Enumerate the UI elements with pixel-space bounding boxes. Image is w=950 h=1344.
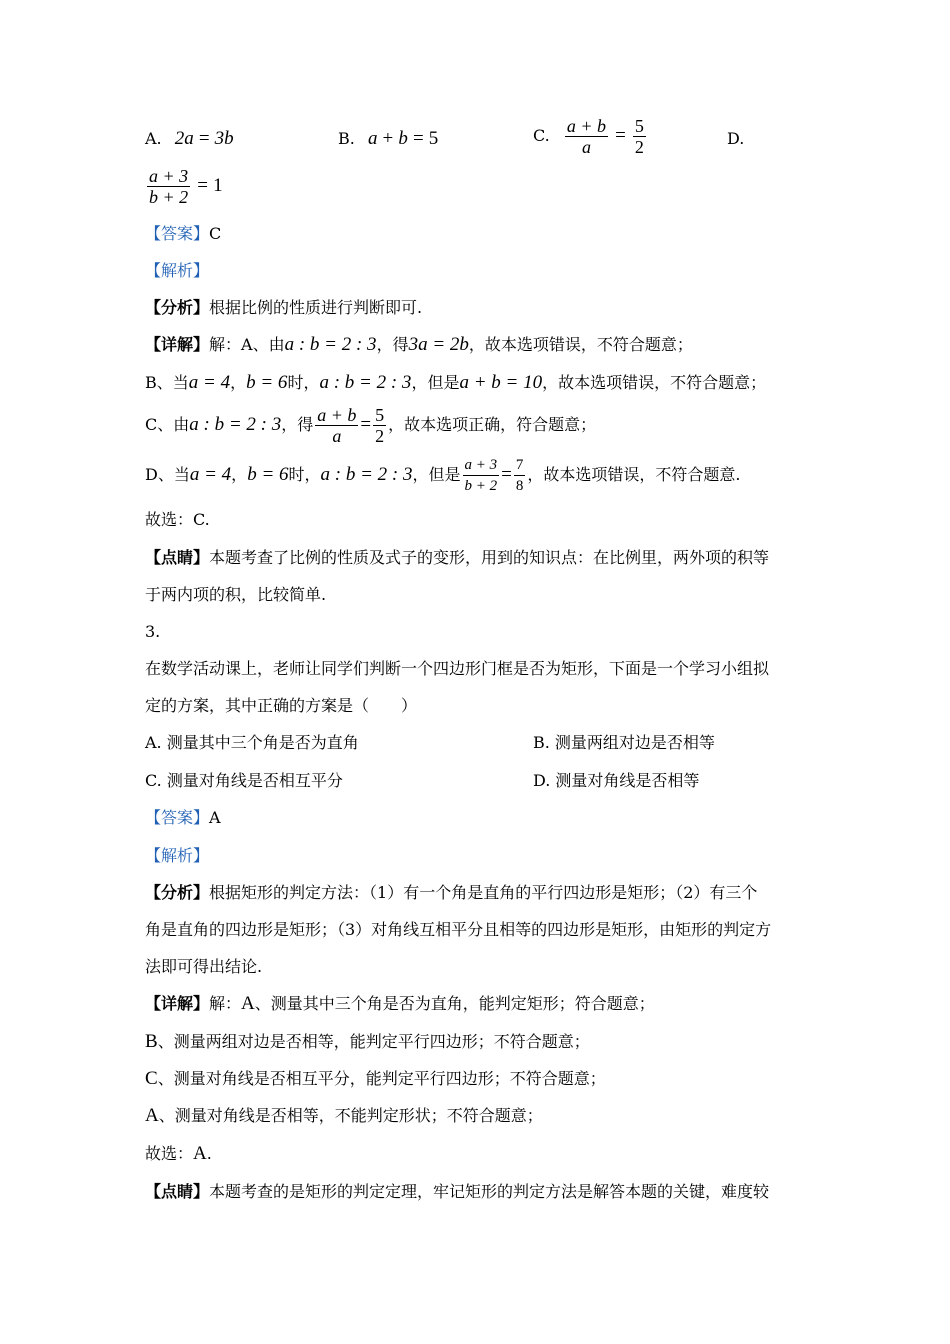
choose-line bbox=[145, 509, 210, 531]
text: 故选：C. bbox=[145, 510, 210, 529]
text: 根据矩形的判定方法：（1）有一个角是直角的平行四边形是矩形；（2）有三个 bbox=[209, 883, 758, 902]
text: D、当 bbox=[145, 465, 190, 484]
analysis-tag: 【解析】 bbox=[145, 846, 210, 865]
text: 法即可得出结论. bbox=[145, 957, 263, 976]
option-label: D. bbox=[727, 129, 745, 148]
detail-line-2 bbox=[145, 1031, 590, 1053]
detail-line-4 bbox=[145, 455, 740, 496]
answer-line bbox=[145, 807, 221, 829]
math: A bbox=[241, 993, 255, 1014]
math: = bbox=[501, 464, 512, 485]
text: A. 测量其中三个角是否为直角 bbox=[145, 733, 359, 752]
text: 角是直角的四边形是矩形；（3）对角线互相平分且相等的四边形是矩形，由矩形的判定方 bbox=[145, 920, 772, 939]
text: 、测量两组对边是否相等，能判定平行四边形；不符合题意； bbox=[157, 1032, 590, 1051]
option-label: B. bbox=[338, 129, 355, 148]
text: 解： bbox=[209, 994, 242, 1013]
text: ，故本选项正确，符合题意； bbox=[388, 415, 597, 434]
text: 、测量其中三个角是否为直角，能判定矩形；符合题意； bbox=[254, 994, 655, 1013]
text: D. 测量对角线是否相等 bbox=[533, 771, 700, 790]
text: 时， bbox=[288, 465, 321, 484]
note-line-1 bbox=[145, 547, 769, 569]
math: a = 4 bbox=[188, 372, 231, 393]
math: A bbox=[145, 1105, 159, 1126]
fraction: $\frac{5}{2}$ bbox=[634, 116, 644, 157]
fenxi-line-2 bbox=[145, 919, 771, 941]
math: a : b = 2 : 3 bbox=[319, 372, 412, 393]
text: B. 测量两组对边是否相等 bbox=[533, 733, 715, 752]
option-d-label bbox=[727, 128, 744, 150]
math: b = 6 bbox=[246, 372, 288, 393]
text: ，但是 bbox=[412, 465, 461, 484]
detail-line-4 bbox=[145, 1105, 543, 1127]
fenxi-line-1 bbox=[145, 882, 757, 904]
math: 1 bbox=[213, 175, 223, 196]
option-c bbox=[533, 116, 648, 157]
math: b bbox=[398, 128, 408, 149]
text: ， bbox=[230, 373, 247, 392]
option-d bbox=[145, 166, 223, 207]
text: ， bbox=[231, 465, 248, 484]
math: 3a = 2b bbox=[408, 334, 469, 355]
question-number bbox=[145, 621, 160, 643]
fraction: $\frac{a + 3}{b + 2}$ bbox=[464, 457, 498, 494]
text: B、当 bbox=[145, 373, 189, 392]
text: ，故本选项错误，不符合题意； bbox=[542, 373, 767, 392]
text: ，得 bbox=[376, 335, 409, 354]
question-stem-2 bbox=[145, 695, 417, 717]
answer-value: A bbox=[209, 808, 221, 827]
fenxi-line bbox=[145, 297, 422, 319]
text: 本题考查的是矩形的判定定理，牢记矩形的判定方法是解答本题的关键，难度较 bbox=[209, 1182, 770, 1201]
answer-line bbox=[145, 223, 221, 245]
math: a + b = 10 bbox=[459, 372, 543, 393]
math: a : b = 2 : 3 bbox=[189, 414, 282, 435]
option-c bbox=[145, 770, 343, 792]
fraction: $\frac{a + 3}{b + 2}$ bbox=[149, 166, 189, 207]
detail-line-1 bbox=[145, 334, 693, 356]
math: 5 bbox=[428, 128, 439, 149]
detail-line-3 bbox=[145, 405, 596, 446]
fenxi-tag: 【分析】 bbox=[145, 298, 210, 317]
text: 时， bbox=[287, 373, 320, 392]
math: = bbox=[615, 125, 626, 146]
option-a bbox=[145, 732, 359, 754]
fenxi-tag: 【分析】 bbox=[145, 883, 210, 902]
detail-line-2 bbox=[145, 372, 766, 394]
text: ，得 bbox=[281, 415, 314, 434]
detail-line-1 bbox=[145, 993, 655, 1015]
text: 本题考查了比例的性质及式子的变形，用到的知识点：在比例里，两外项的积等 bbox=[209, 548, 770, 567]
detail-tag: 【详解】 bbox=[145, 994, 210, 1013]
option-a bbox=[145, 128, 234, 150]
option-label: A. bbox=[145, 129, 162, 148]
text: 于两内项的积，比较简单. bbox=[145, 585, 327, 604]
note-tag: 【点睛】 bbox=[145, 1182, 210, 1201]
math: + bbox=[382, 128, 394, 149]
fraction: $\frac{a + b}{a}$ bbox=[317, 405, 357, 446]
math: = bbox=[412, 128, 424, 149]
text: 定的方案，其中正确的方案是（ ） bbox=[145, 696, 418, 715]
text: 、测量对角线是否相互平分，能判定平行四边形；不符合题意； bbox=[157, 1069, 606, 1088]
text: 故选： bbox=[145, 1144, 194, 1163]
text: . bbox=[206, 1144, 212, 1163]
math: b = 6 bbox=[247, 464, 289, 485]
text: ，故本选项错误，不符合题意. bbox=[527, 465, 741, 484]
math: = bbox=[198, 128, 210, 149]
note-tag: 【点睛】 bbox=[145, 548, 210, 567]
math: A bbox=[193, 1143, 207, 1164]
math: B bbox=[145, 1031, 158, 1052]
text: ，故本选项错误，不符合题意； bbox=[468, 335, 693, 354]
analysis-heading bbox=[145, 260, 209, 282]
choose-line bbox=[145, 1143, 212, 1165]
analysis-heading bbox=[145, 845, 209, 867]
detail-line-3 bbox=[145, 1068, 606, 1090]
math: a : b = 2 : 3 bbox=[284, 334, 377, 355]
text: C、由 bbox=[145, 415, 190, 434]
math: 3b bbox=[214, 128, 234, 149]
math: = bbox=[197, 175, 208, 196]
answer-value: C bbox=[209, 224, 222, 243]
answer-tag: 【答案】 bbox=[145, 808, 210, 827]
math: a : b = 2 : 3 bbox=[320, 464, 413, 485]
fraction: $\frac{7}{8}$ bbox=[515, 457, 524, 494]
math: 2a bbox=[174, 128, 194, 149]
note-line-2 bbox=[145, 584, 326, 606]
math: C bbox=[145, 1068, 158, 1089]
text: 在数学活动课上，老师让同学们判断一个四边形门框是否为矩形，下面是一个学习小组拟 bbox=[145, 659, 770, 678]
option-b bbox=[533, 732, 715, 754]
text: 3. bbox=[145, 622, 161, 641]
option-label: C. bbox=[533, 126, 550, 145]
option-d bbox=[533, 770, 699, 792]
option-b bbox=[338, 128, 438, 150]
note-line-1 bbox=[145, 1181, 769, 1203]
math: a bbox=[367, 128, 378, 149]
answer-tag: 【答案】 bbox=[145, 224, 210, 243]
fenxi-text: 根据比例的性质进行判断即可. bbox=[209, 298, 423, 317]
analysis-tag: 【解析】 bbox=[145, 261, 210, 280]
fenxi-line-3 bbox=[145, 956, 262, 978]
fraction: $\frac{5}{2}$ bbox=[375, 405, 385, 446]
detail-tag: 【详解】 bbox=[145, 335, 210, 354]
math: = bbox=[360, 414, 372, 435]
text: C. 测量对角线是否相互平分 bbox=[145, 771, 343, 790]
math: a = 4 bbox=[189, 464, 232, 485]
fraction: $\frac{a + b}{a}$ bbox=[566, 116, 607, 157]
text: 、测量对角线是否相等，不能判定形状；不符合题意； bbox=[158, 1106, 543, 1125]
text: 解：A、由 bbox=[209, 335, 285, 354]
text: ，但是 bbox=[411, 373, 460, 392]
question-stem-1 bbox=[145, 658, 769, 680]
